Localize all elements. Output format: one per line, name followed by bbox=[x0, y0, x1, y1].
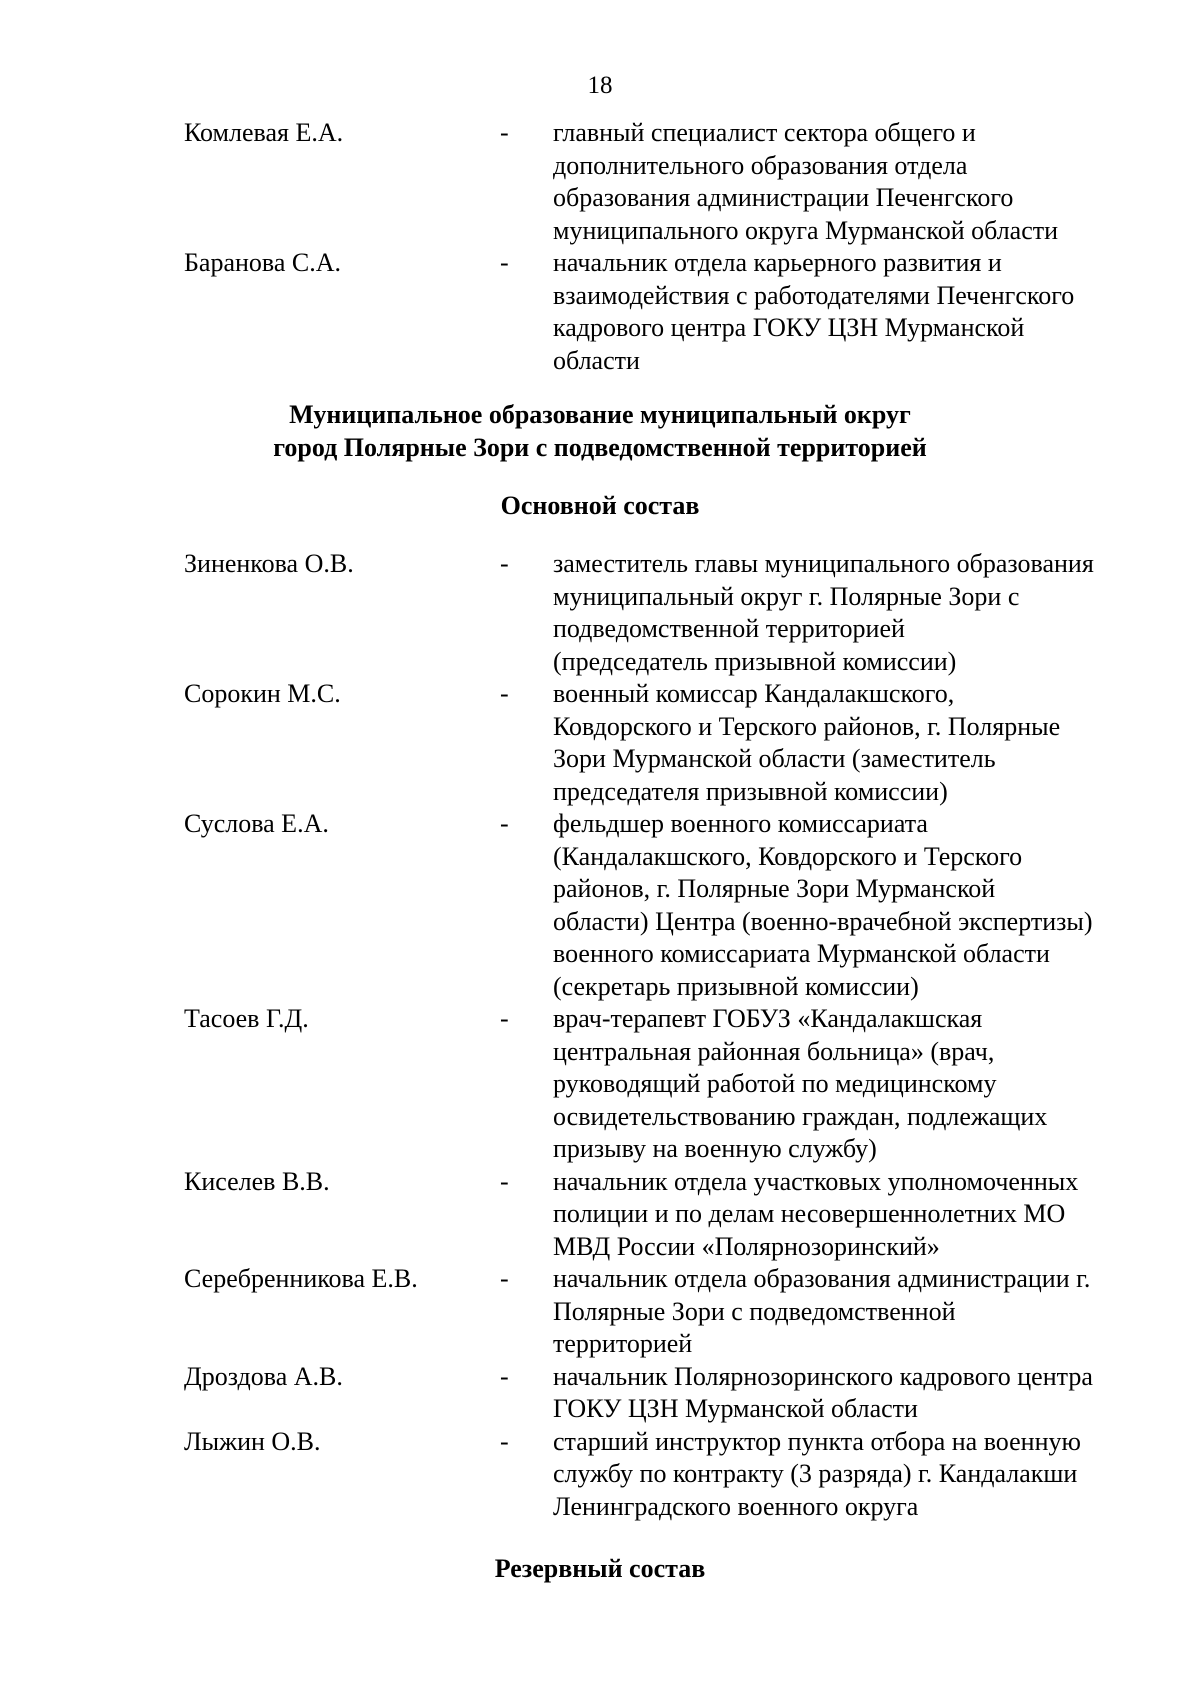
member-position-line: призыву на военную службу) bbox=[553, 1134, 877, 1163]
member-entry bbox=[0, 808, 1200, 1003]
member-position-line: подведомственной территорией bbox=[553, 614, 905, 643]
member-dash: - bbox=[500, 248, 509, 277]
member-entry bbox=[0, 678, 1200, 808]
member-position-line: муниципального округа Мурманской области bbox=[553, 215, 1059, 245]
member-position-line: районов, г. Полярные Зори Мурманской bbox=[553, 874, 996, 903]
member-dash: - bbox=[500, 549, 509, 578]
member-position-line: фельдшер военного комиссариата bbox=[553, 809, 928, 838]
member-position-line: территорией bbox=[553, 1329, 693, 1358]
member-position-line: врач-терапевт ГОБУЗ «Кандалакшская bbox=[553, 1004, 983, 1033]
member-position-line: Ковдорского и Терского районов, г. Полярные bbox=[553, 711, 1061, 741]
municipality-heading-line-1: Муниципальное образование муниципальный округ bbox=[289, 400, 911, 429]
member-dash: - bbox=[500, 1264, 509, 1293]
member-position bbox=[553, 1361, 1158, 1426]
member-position-line: МВД России «Полярнозоринский» bbox=[553, 1231, 940, 1261]
member-position bbox=[553, 1166, 1158, 1264]
member-dash: - bbox=[500, 1004, 509, 1033]
main-composition-heading: Основной состав bbox=[500, 491, 700, 520]
member-dash: - bbox=[500, 1361, 509, 1391]
member-name: Дроздова А.В. bbox=[184, 1361, 343, 1391]
member-dash: - bbox=[500, 809, 509, 838]
member-entry bbox=[0, 1361, 1200, 1426]
member-position-line: службу по контракту (3 разряда) г. Кандалакши bbox=[553, 1459, 1078, 1488]
member-position-line: военного комиссариата Мурманской области bbox=[553, 939, 1050, 968]
member-position-line: области bbox=[553, 345, 640, 375]
member-position-line: (секретарь призывной комиссии) bbox=[553, 971, 919, 1001]
member-position-line: (председатель призывной комиссии) bbox=[553, 646, 957, 676]
member-position-line: старший инструктор пункта отбора на военную bbox=[553, 1426, 1081, 1456]
member-position-line: военный комиссар Кандалакшского, bbox=[553, 679, 955, 708]
member-dash: - bbox=[500, 1426, 509, 1456]
member-name: Зиненкова О.В. bbox=[184, 549, 354, 578]
member-position-line: заместитель главы муниципального образования bbox=[553, 549, 1094, 578]
member-name: Серебренникова Е.В. bbox=[184, 1264, 418, 1293]
member-entry bbox=[0, 1263, 1200, 1361]
member-position-line: руководящий работой по медицинскому bbox=[553, 1069, 997, 1098]
member-entry bbox=[0, 1166, 1200, 1264]
member-position-line: председателя призывной комиссии) bbox=[553, 776, 948, 806]
member-position-line: центральная районная больница» (врач, bbox=[553, 1036, 995, 1066]
member-position bbox=[553, 247, 1158, 377]
member-position-line: Ленинградского военного округа bbox=[553, 1491, 919, 1521]
member-position-line: главный специалист сектора общего и bbox=[553, 118, 976, 147]
member-position-line: начальник отдела образования администрации г. bbox=[553, 1264, 1091, 1293]
member-position-line: начальник отдела карьерного развития и bbox=[553, 248, 1002, 277]
member-name: Тасоев Г.Д. bbox=[184, 1004, 309, 1033]
member-entry bbox=[0, 247, 1200, 377]
member-position-line: начальник отдела участковых уполномоченных bbox=[553, 1166, 1079, 1196]
member-position-line: Полярные Зори с подведомственной bbox=[553, 1296, 956, 1326]
reserve-composition-heading: Резервный состав bbox=[494, 1554, 706, 1583]
member-position-line: начальник Полярнозоринского кадрового центра bbox=[553, 1361, 1093, 1391]
member-position bbox=[553, 117, 1158, 247]
page-number: 18 bbox=[587, 72, 613, 99]
member-entry bbox=[0, 1003, 1200, 1166]
member-position bbox=[553, 808, 1158, 1003]
member-position bbox=[553, 1426, 1158, 1524]
member-entry bbox=[0, 117, 1200, 247]
member-position-line: области) Центра (военно-врачебной экспертизы) bbox=[553, 906, 1093, 936]
member-name: Киселев В.В. bbox=[184, 1166, 330, 1196]
member-entry bbox=[0, 1426, 1200, 1524]
member-entry bbox=[0, 548, 1200, 678]
member-position bbox=[553, 678, 1158, 808]
member-position-line: освидетельствованию граждан, подлежащих bbox=[553, 1101, 1048, 1131]
member-position-line: ГОКУ ЦЗН Мурманской области bbox=[553, 1394, 918, 1423]
member-position-line: (Кандалакшского, Ковдорского и Терского bbox=[553, 841, 1023, 871]
member-position-line: образования администрации Печенгского bbox=[553, 183, 1014, 212]
municipality-heading-line-2: город Полярные Зори с подведомственной территорией bbox=[273, 432, 927, 462]
main-member-list bbox=[0, 548, 1200, 1523]
member-name: Баранова С.А. bbox=[184, 248, 342, 277]
member-position-line: полиции и по делам несовершеннолетних МО bbox=[553, 1199, 1066, 1228]
top-member-list bbox=[0, 117, 1200, 377]
member-name: Комлевая Е.А. bbox=[184, 118, 344, 147]
municipality-heading bbox=[0, 399, 1200, 464]
member-name: Сорокин М.С. bbox=[184, 679, 341, 708]
member-dash: - bbox=[500, 118, 509, 147]
member-position-line: дополнительного образования отдела bbox=[553, 150, 968, 180]
member-name: Лыжин О.В. bbox=[184, 1426, 321, 1456]
member-position bbox=[553, 548, 1158, 678]
member-position-line: кадрового центра ГОКУ ЦЗН Мурманской bbox=[553, 313, 1025, 342]
member-dash: - bbox=[500, 1166, 509, 1196]
member-position-line: взаимодействия с работодателями Печенгского bbox=[553, 280, 1075, 310]
member-position-line: муниципальный округ г. Полярные Зори с bbox=[553, 581, 1020, 611]
member-position bbox=[553, 1263, 1158, 1361]
member-name: Суслова Е.А. bbox=[184, 809, 329, 838]
member-dash: - bbox=[500, 679, 509, 708]
member-position-line: Зори Мурманской области (заместитель bbox=[553, 744, 996, 773]
member-position bbox=[553, 1003, 1158, 1166]
